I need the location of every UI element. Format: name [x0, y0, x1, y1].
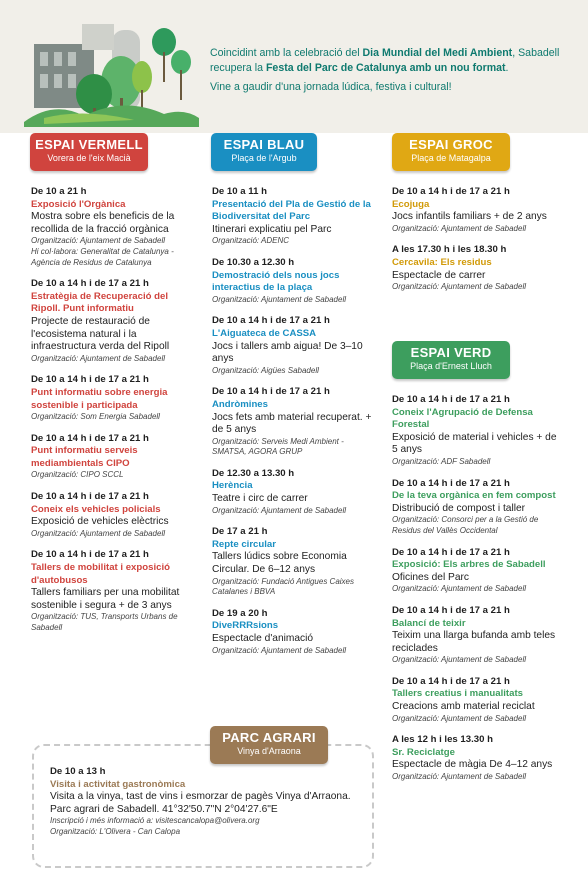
event-name: Demostració dels nous jocs interactius de la plaça [212, 269, 340, 294]
event-time: De 10 a 14 h i de 17 a 21 h [392, 604, 510, 616]
event-name: Visita i activitat gastronòmica [50, 778, 186, 790]
espai-verd-events [392, 394, 562, 793]
event-desc: Mostra sobre els beneficis de la recollida de la fracció orgànica [31, 211, 175, 235]
event-time: De 10 a 14 h i de 17 a 21 h [31, 374, 149, 386]
event-time: De 17 a 21 h [212, 526, 268, 538]
event-desc: Oficines del Parc [392, 571, 470, 583]
event [392, 676, 562, 724]
intro-text [210, 46, 570, 100]
event-name: Ecojuga [392, 198, 430, 210]
event-time: De 10 a 14 h i de 17 a 21 h [212, 315, 330, 327]
event-name: Tallers creatius i manualitats [392, 688, 523, 700]
event [31, 491, 196, 539]
event-time: De 10 a 14 h i de 17 a 21 h [392, 477, 510, 489]
event-name: Punt informatiu sobre energia sostenible i participada [31, 386, 168, 411]
event-name: Punt informatiu serveis mediambientals CIPO [31, 445, 138, 469]
event [392, 244, 557, 292]
event-time: A les 12 h i les 13.30 h [392, 734, 493, 746]
event-desc: Jocs i tallers amb aigua! De 3–10 anys [212, 340, 363, 365]
event-time: De 12.30 a 13.30 h [212, 467, 295, 479]
event [31, 549, 196, 633]
event-name: L'Aiguateca de CASSA [212, 327, 317, 339]
event-org: Organització: TUS, Transports Urbans de Sabadell [31, 612, 178, 632]
event-time: De 10 a 14 h i de 17 a 21 h [31, 491, 149, 503]
event-name: Coneix els vehicles policials [31, 503, 161, 515]
espai-vermell-subtitle: Vorera de l'eix Macià [47, 153, 131, 163]
espai-blau-badge [211, 133, 317, 171]
event [212, 468, 372, 516]
event-name: Exposició: Els arbres de Sabadell [392, 559, 546, 571]
event-org: Organització: Ajuntament de Sabadell [31, 353, 166, 363]
event-name: De la teva orgànica en fem compost [392, 490, 556, 502]
event-name: Repte circular [212, 538, 276, 550]
event-name: Presentació del Pla de Gestió de la Biodiversitat del Parc [212, 198, 371, 223]
event-name: Exposició l'Orgànica [31, 198, 126, 210]
event-org: Organització: ADF Sabadell [392, 456, 491, 466]
espai-blau-subtitle: Plaça de l'Argub [231, 153, 297, 163]
event-extra: Hi col·labora: Generalitat de Catalunya - Agència de Residus de Catalunya [31, 246, 174, 267]
event-time: A les 17.30 h i les 18.30 h [392, 244, 507, 256]
event-desc: Creacions amb material reciclat [392, 701, 535, 713]
event-desc: Visita a la vinya, tast de vins i esmorzar de pagès Vinya d'Arraona. Parc agrari de Sabadell. 41°32'50.7"N 2°04'27.6"E [50, 791, 351, 815]
event-time: De 10 a 13 h [50, 766, 106, 777]
event [31, 374, 196, 422]
event-desc: Itinerari explicatiu pel Parc [212, 223, 332, 235]
event-org: Organització: L'Olivera - Can Calopa [50, 826, 181, 836]
event-info: Inscripció i més informació a: visitescancalopa@olivera.org [50, 816, 260, 826]
event-time: De 10 a 14 h i de 17 a 21 h [392, 394, 510, 405]
event-name: DiveRRRsions [212, 620, 279, 632]
event [392, 186, 557, 234]
event-desc: Jocs infantils familiars + de 2 anys [392, 211, 547, 223]
event-desc: Espectacle d'animació [212, 633, 314, 644]
event-org: Organització: Fundació Antigues Caixes Catalanes i BBVA [212, 576, 354, 597]
event-time: De 10 a 14 h i de 17 a 21 h [31, 549, 149, 561]
event-desc: Teixim una llarga bufanda amb teles reciclades [392, 630, 556, 654]
event [392, 605, 562, 666]
event [212, 257, 372, 305]
parc-agrari-badge [210, 726, 328, 764]
event-desc: Projecte de restauració de l'ecosistema natural i la infraestructura verda del Ripoll [31, 315, 170, 353]
event-org: Organització: Ajuntament de Sabadell [212, 645, 347, 655]
espai-blau-title: ESPAI BLAU [223, 137, 305, 152]
event-org: Organització: Ajuntament de Sabadell [31, 528, 166, 538]
event-desc: Exposició de vehicles elèctrics [31, 516, 169, 528]
event-org: Organització: ADENC [212, 236, 290, 246]
event-org: Organització: Ajuntament de Sabadell [392, 713, 527, 723]
event-name: Herència [212, 480, 253, 492]
event-org: Organització: Consorci per a la Gestió de Residus del Vallès Occidental [392, 515, 539, 535]
event-name: Andròmines [212, 398, 268, 410]
espai-vermell-badge [30, 133, 148, 171]
espai-verd-badge [392, 341, 510, 379]
event-org: Organització: Ajuntament de Sabadell [392, 655, 527, 665]
event-org: Organització: Aigües Sabadell [212, 365, 319, 375]
event-org: Organització: Ajuntament de Sabadell [31, 236, 166, 246]
espai-vermell-events [31, 186, 196, 644]
event-time: De 10 a 14 h i de 17 a 21 h [31, 432, 149, 444]
espai-groc-title: ESPAI GROC [409, 137, 493, 152]
espai-blau-events [212, 186, 372, 666]
event-org: Organització: Ajuntament de Sabadell [212, 505, 347, 515]
event [392, 394, 562, 468]
event-org: Organització: Ajuntament de Sabadell [212, 294, 347, 304]
event-name: Coneix l'Agrupació de Defensa Forestal [392, 406, 533, 431]
event-time: De 10 a 14 h i de 17 a 21 h [392, 186, 510, 197]
event-time: De 10.30 a 12.30 h [212, 256, 295, 268]
event-time: De 10 a 21 h [31, 186, 87, 197]
event [212, 186, 372, 247]
intro-paragraph: Coincidint amb la celebració del Dia Mundial del Medi Ambient, Sabadell recupera la Festa del Parc de Catalunya amb un nou format. [210, 47, 560, 74]
event [31, 433, 196, 481]
parc-agrari-subtitle: Vinya d'Arraona [237, 746, 301, 756]
event-desc: Distribució de compost i taller [392, 502, 526, 514]
event [392, 734, 562, 782]
event-desc: Jocs fets amb material recuperat. + de 5 anys [212, 411, 372, 436]
event-org: Organització: Ajuntament de Sabadell [392, 584, 527, 594]
parc-agrari-title: PARC AGRARI [222, 730, 316, 745]
event-name: Estratègia de Recuperació del Ripoll. Punt informatiu [31, 290, 169, 315]
event [212, 386, 372, 458]
event-desc: Espectacle de carrer [392, 269, 486, 281]
espai-verd-subtitle: Plaça d'Ernest Lluch [410, 361, 492, 371]
parc-agrari-event [50, 766, 360, 838]
event-time: De 19 a 20 h [212, 607, 268, 619]
intro-invite: Vine a gaudir d'una jornada lúdica, festiva i cultural! [210, 81, 452, 93]
event-desc: Espectacle de màgia De 4–12 anys [392, 759, 553, 771]
event-desc: Tallers lúdics sobre Economia Circular. De 6–12 anys [212, 551, 347, 576]
event [31, 278, 196, 364]
event-org: Organització: Ajuntament de Sabadell [392, 772, 527, 782]
espai-groc-events [392, 186, 557, 303]
espai-verd-title: ESPAI VERD [410, 345, 492, 360]
event-org: Organització: CIPO SCCL [31, 470, 124, 480]
event-org: Organització: Ajuntament de Sabadell [392, 223, 527, 233]
event [31, 186, 196, 268]
event-name: Cercavila: Els residus [392, 256, 492, 268]
event-name: Balancí de teixir [392, 617, 466, 629]
event-name: Tallers de mobilitat i exposició d'autobusos [31, 562, 170, 586]
park-illustration [24, 22, 199, 127]
event [392, 547, 562, 595]
event-time: De 10 a 14 h i de 17 a 21 h [392, 546, 510, 558]
event-org: Organització: Serveis Medi Ambient -SMATSA, AGORA GRUP [212, 436, 344, 457]
event-time: De 10 a 14 h i de 17 a 21 h [31, 278, 149, 290]
event-desc: Exposició de material i vehicles + de 5 anys [392, 431, 557, 456]
event-time: De 10 a 11 h [212, 186, 267, 197]
event-org: Organització: Ajuntament de Sabadell [392, 282, 527, 292]
event-org: Organització: Som Energia Sabadell [31, 412, 160, 422]
event-time: De 10 a 14 h i de 17 a 21 h [392, 675, 510, 687]
espai-groc-subtitle: Plaça de Matagalpa [411, 153, 491, 163]
event-time: De 10 a 14 h i de 17 a 21 h [212, 386, 330, 398]
event [392, 478, 562, 537]
espai-vermell-title: ESPAI VERMELL [35, 137, 143, 152]
event [212, 315, 372, 376]
event-desc: Teatre i circ de carrer [212, 493, 308, 505]
event [212, 608, 372, 656]
espai-groc-badge [392, 133, 510, 171]
event-name: Sr. Reciclatge [392, 746, 455, 758]
event-desc: Tallers familiars per una mobilitat sostenible i segura + de 3 anys [31, 587, 180, 611]
event [212, 526, 372, 598]
